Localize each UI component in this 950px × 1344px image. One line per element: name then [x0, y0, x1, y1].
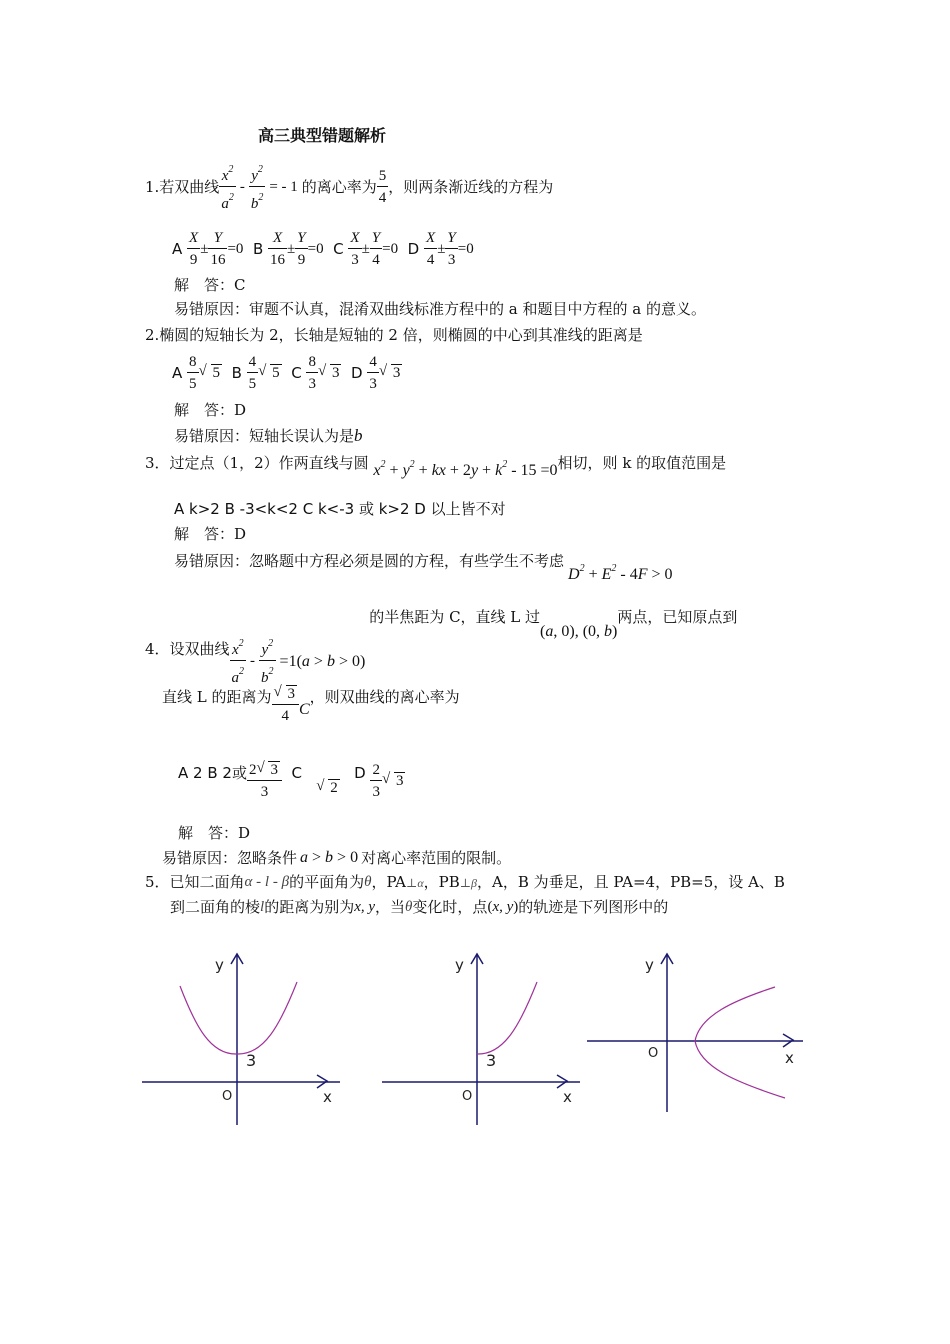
graph-a-x-label: x: [323, 1088, 332, 1106]
q1-opt-b-label: B: [252, 240, 264, 258]
q3-stem: [145, 454, 727, 479]
q1-opt-a-label: A: [172, 240, 183, 258]
q1-opt-a-frac1: $\frac{X}{9}$: [189, 230, 199, 268]
q1-opt-a-frac2: $\frac{Y}{16}$: [210, 230, 226, 268]
q4-opt-c-sqrt: √ 2: [316, 781, 340, 796]
q4-stem: [145, 610, 737, 689]
q4-line2-pre: 直线 L 的距离为: [162, 688, 272, 706]
q2-opt-c-sqrt: √ 3: [318, 366, 342, 381]
q3-stem-post: 相切，则 k 的取值范围是: [557, 454, 727, 472]
q4-distance-c: C: [299, 700, 310, 718]
q5-xy: x, y: [354, 899, 376, 915]
q2-opt-c-label: C: [291, 364, 302, 382]
q4-opt-d-sqrt: √ 3: [382, 774, 406, 789]
q1-reason: 易错原因：审题不认真，混淆双曲线标准方程中的 a 和题目中方程的 a 的意义。: [174, 300, 706, 318]
graph-c: [585, 950, 810, 1120]
graph-a-y-label: y: [215, 956, 224, 974]
graph-c-y-label: y: [645, 956, 654, 974]
q4-points: (a, 0), (0, b): [540, 623, 618, 640]
q5-theta: θ: [364, 874, 372, 890]
q5-line2-pre: 到二面角的棱: [170, 898, 261, 916]
q4-answer: 解 答：D: [178, 824, 251, 842]
graph-b-x-label: x: [563, 1088, 572, 1106]
q5-edge-l: l: [260, 899, 265, 915]
graph-c-curve: [695, 987, 785, 1098]
q5-dihedral: α - l - β: [244, 874, 290, 890]
q2-opt-a-sqrt: √ 5: [199, 366, 223, 381]
q4-distance-frac: √ $\frac{3}{4}$: [272, 684, 300, 727]
q3-options: A k>2 B -3<k<2 C k<-3 或 k>2 D 以上皆不对: [174, 500, 506, 518]
q4-opt-ab-label: A 2 B 2或: [178, 764, 247, 782]
q4-opt-b-frac: $\frac{2√ 3}{3}$: [247, 760, 282, 803]
q4-reason-condition: a > b > 0: [300, 849, 359, 866]
graph-a-point-label: 3: [246, 1051, 257, 1070]
q5-theta2: θ: [405, 899, 413, 915]
q2-opt-d-frac: $\frac{4}{3}$: [369, 354, 377, 392]
graph-b-point-label: 3: [486, 1051, 497, 1070]
q2-answer: 解 答：D: [174, 401, 247, 419]
q2-opt-a-frac: $\frac{8}{5}$: [189, 354, 197, 392]
q5-point-xy: (x, y): [487, 899, 519, 915]
q4-condition: =1(a > b > 0): [279, 652, 366, 670]
q5-line2-mid2: ，当: [375, 898, 406, 916]
q1-minus: -: [239, 179, 245, 195]
q1-opt-c-frac2: $\frac{Y}{4}$: [371, 230, 381, 268]
q4-minus: -: [250, 653, 256, 669]
graph-c-x-label: x: [785, 1049, 794, 1067]
q2-reason-text: 易错原因：短轴长误认为是: [174, 427, 355, 445]
q2-options: [172, 352, 402, 395]
q1-options: A $\frac{X}{9}$ ± $\frac{Y}{16}$ =0 B $\frac{X}{16}$ ± $\frac{Y}{9}$ =0 C $\frac{X}{3}$ ± $\frac{Y}{4}$ =0 D $\frac{X}{4}$ ± $\frac{Y}{3}$ =0: [172, 228, 474, 271]
q3-reason-text: 易错原因：忽略题中方程必须是圆的方程，有些学生不考虑: [174, 552, 565, 570]
graph-b: [380, 950, 590, 1130]
q4-reason-pre: 易错原因：忽略条件: [162, 848, 298, 867]
q1-stem-pre: 1.若双曲线: [145, 178, 220, 196]
q4-opt-d-frac: $\frac{2}{3}$: [372, 762, 380, 800]
q2-opt-b-sqrt: √ 5: [258, 366, 282, 381]
q2-opt-d-label: D: [351, 364, 363, 382]
q4-line2-post: ，则双曲线的离心率为: [309, 688, 460, 706]
q2-opt-a-label: A: [172, 364, 183, 382]
q1-opt-d-frac1: $\frac{X}{4}$: [426, 230, 436, 268]
q3-reason: [174, 552, 673, 583]
q1-stem-mid: 的离心率为: [301, 178, 377, 196]
q4-stem-mid: 的半焦距为 C，直线 L 过: [369, 608, 541, 626]
q1-stem: [145, 160, 553, 215]
q2-stem: 2.椭圆的短轴长为 2，长轴是短轴的 2 倍，则椭圆的中心到其准线的距离是: [145, 326, 643, 344]
graph-b-y-label: y: [455, 956, 464, 974]
q5-line2: [170, 900, 668, 915]
q1-opt-d-frac2: $\frac{Y}{3}$: [447, 230, 456, 268]
q1-opt-c-frac1: $\frac{X}{3}$: [350, 230, 360, 268]
graph-b-curve: [477, 982, 537, 1054]
q5-pa-perp: ⊥α: [406, 875, 424, 890]
q5-line1-pre: 5．已知二面角: [145, 873, 245, 891]
q2-opt-b-label: B: [231, 364, 242, 382]
q3-stem-pre: 3．过定点（1，2）作两直线与圆: [145, 454, 369, 472]
graph-a-curve: [180, 982, 297, 1054]
graph-a: [140, 950, 350, 1130]
q5-line2-mid: 的距离为别为: [264, 898, 355, 916]
q4-stem-post: 两点，已知原点到: [617, 608, 738, 626]
q4-reason: [162, 850, 511, 866]
q5-line1-pb: ，PB: [423, 873, 460, 891]
q5-line2-post: 的轨迹是下列图形中的: [518, 898, 669, 916]
q5-line1-pa: ，PA: [371, 873, 407, 891]
q1-opt-b-frac2: $\frac{Y}{9}$: [297, 230, 306, 268]
q4-stem-pre: 4．设双曲线: [145, 640, 230, 658]
q1-stem-post: ，则两条渐近线的方程为: [388, 178, 554, 196]
page-title: 高三典型错题解析: [258, 126, 387, 145]
graph-a-origin-label: O: [222, 1089, 233, 1104]
q1-hyperbola-term-x: $\frac{x^2}{a^2}$: [219, 160, 236, 215]
q4-term-x: $\frac{x^2}{a^2}$: [230, 634, 247, 689]
q3-reason-condition: $D^2 + E^2 - 4F > 0$: [568, 563, 673, 583]
q2-opt-b-frac: $\frac{4}{5}$: [248, 354, 257, 392]
q1-opt-c-label: C: [333, 240, 344, 258]
q2-reason: 易错原因：短轴长误认为是b: [174, 426, 363, 445]
q5-line2-mid3: 变化时，点: [412, 898, 488, 916]
q4-term-y: $\frac{y^2}{b^2}$: [259, 634, 276, 689]
q2-opt-c-frac: $\frac{8}{3}$: [308, 354, 316, 392]
q5-pb-perp: ⊥β: [459, 875, 478, 890]
q4-reason-post: 对离心率范围的限制。: [361, 848, 512, 867]
q1-answer: 解 答：C: [174, 276, 246, 294]
q1-eccentricity: $\frac{5}{4}$: [378, 168, 387, 206]
q1-equals: = - 1: [269, 179, 298, 195]
graph-b-origin-label: O: [462, 1089, 473, 1104]
q3-answer: 解 答：D: [174, 525, 247, 543]
q5-line1: [145, 875, 785, 890]
q4-opt-c-label: C: [291, 764, 302, 782]
q2-opt-d-sqrt: √ 3: [379, 366, 403, 381]
q1-opt-b-frac1: $\frac{X}{16}$: [270, 230, 286, 268]
q5-line1-post: ，A，B 为垂足，且 PA=4，PB=5，设 A、B: [477, 873, 785, 891]
q4-opt-d-label: D: [354, 764, 366, 782]
q4-options: [178, 760, 405, 803]
q5-line1-mid: 的平面角为: [289, 873, 365, 891]
graph-c-origin-label: O: [648, 1046, 659, 1061]
q3-circle-equation: $x^2 + y^2$ + kx + $2y + k^2 - 15 =0$: [373, 459, 558, 479]
q4-line2: [162, 684, 460, 727]
q1-hyperbola-term-y: $\frac{y^2}{b^2}$: [249, 160, 266, 215]
q1-opt-d-label: D: [407, 240, 420, 258]
